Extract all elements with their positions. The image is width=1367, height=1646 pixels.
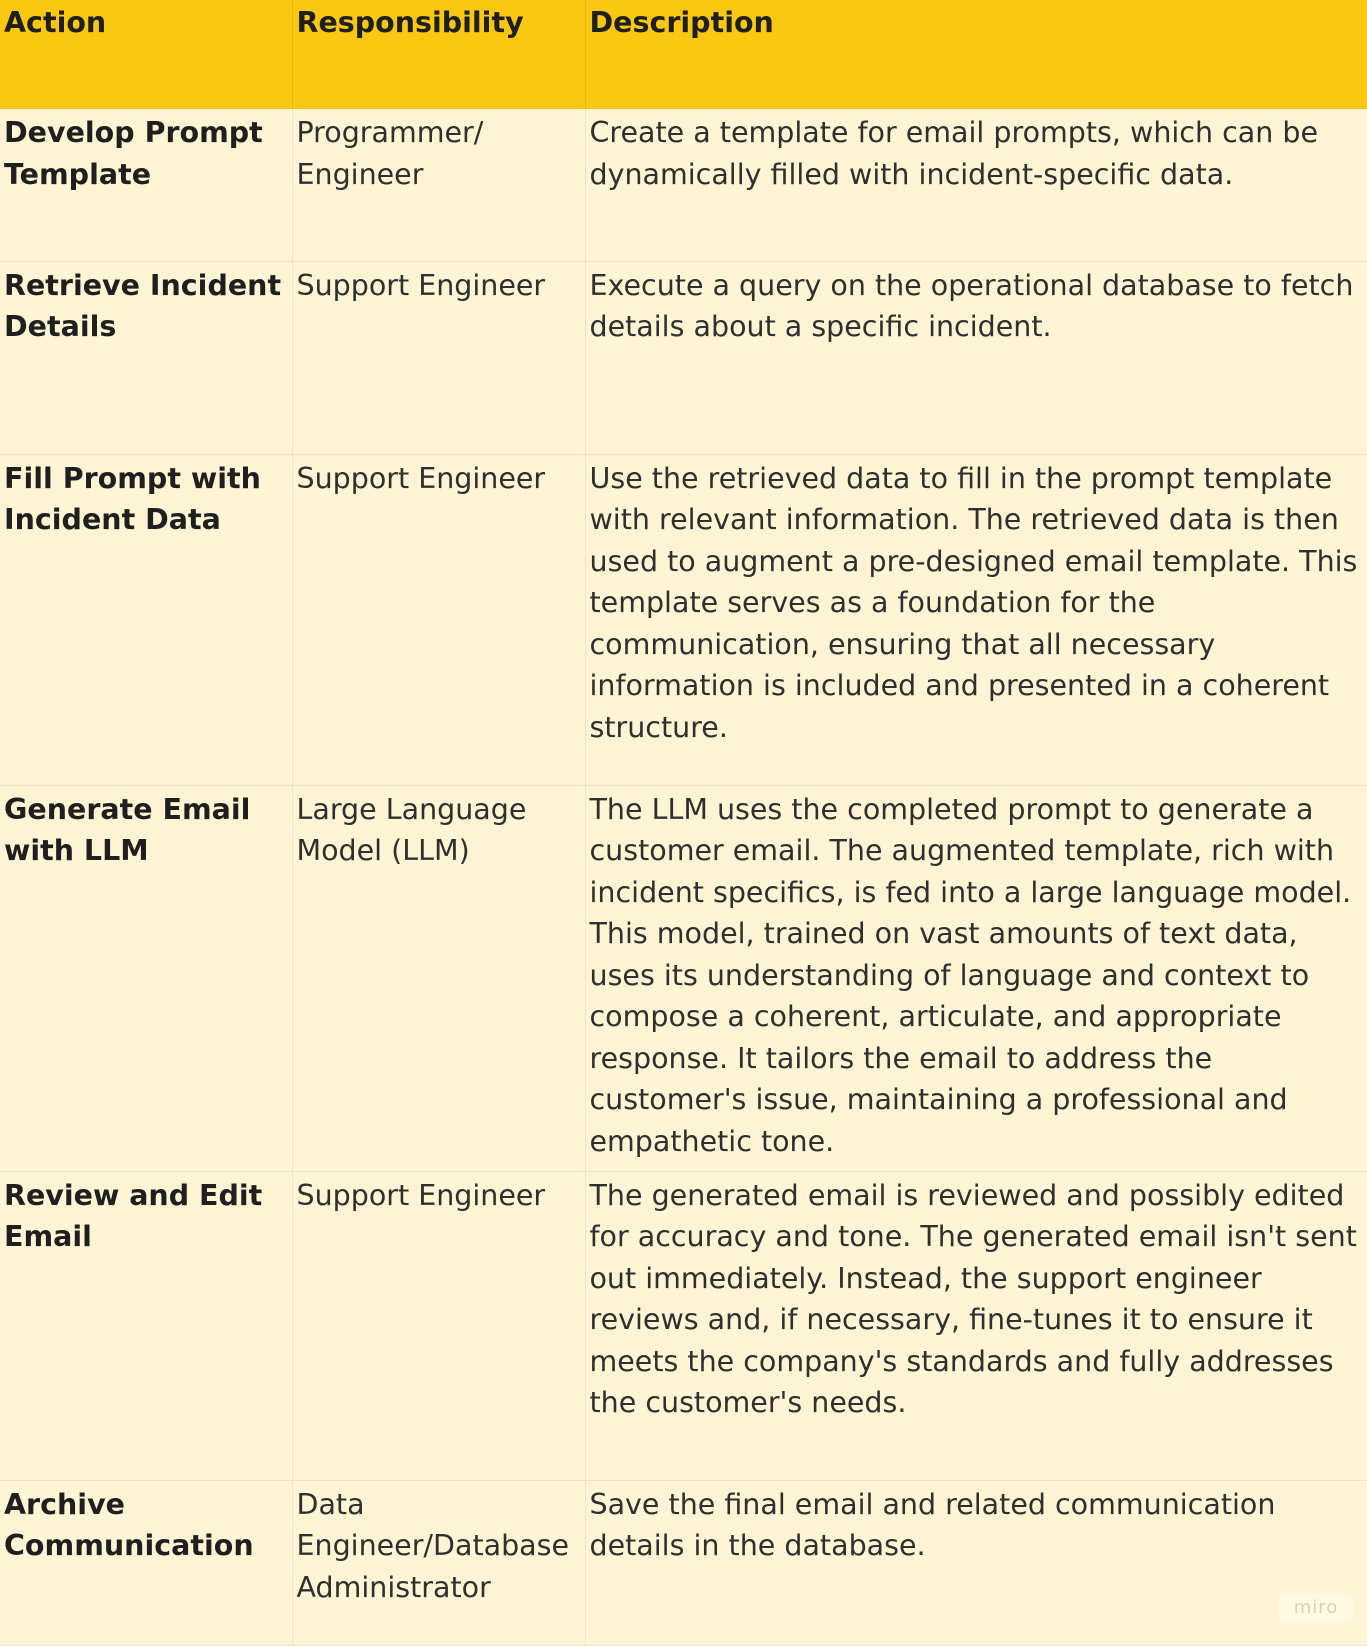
action-cell: Develop Prompt Template bbox=[0, 109, 292, 261]
action-cell: Generate Email with LLM bbox=[0, 785, 292, 1171]
description-cell: Execute a query on the operational database to fetch details about a specific incident. bbox=[585, 261, 1367, 454]
table-header-row bbox=[0, 0, 1367, 109]
responsibility-cell: Support Engineer bbox=[292, 454, 585, 785]
table-row bbox=[0, 1480, 1367, 1645]
action-cell: Fill Prompt with Incident Data bbox=[0, 454, 292, 785]
action-cell: Review and Edit Email bbox=[0, 1171, 292, 1480]
action-cell: Archive Communication bbox=[0, 1480, 292, 1645]
action-cell: Retrieve Incident Details bbox=[0, 261, 292, 454]
description-cell: Create a template for email prompts, which can be dynamically filled with incident-specific data. bbox=[585, 109, 1367, 261]
column-header-description: Description bbox=[585, 0, 1367, 109]
miro-watermark: miro bbox=[1279, 1593, 1353, 1623]
column-header-responsibility: Responsibility bbox=[292, 0, 585, 109]
responsibility-cell: Programmer/ Engineer bbox=[292, 109, 585, 261]
description-cell: The LLM uses the completed prompt to generate a customer email. The augmented template, rich with incident specifics, is fed into a large language model. This model, trained on vast amounts of text data, uses its understanding of language and context to compose a coherent, articulate, and appropriate response. It tailors the email to address the customer's issue, maintaining a professional and empathetic tone. bbox=[585, 785, 1367, 1171]
table-row bbox=[0, 454, 1367, 785]
column-header-action: Action bbox=[0, 0, 292, 109]
responsibility-cell: Large Language Model (LLM) bbox=[292, 785, 585, 1171]
table-row bbox=[0, 785, 1367, 1171]
description-cell: Save the final email and related communication details in the database. bbox=[585, 1480, 1367, 1645]
table-row bbox=[0, 109, 1367, 261]
responsibility-cell: Support Engineer bbox=[292, 1171, 585, 1480]
table-row bbox=[0, 1171, 1367, 1480]
responsibility-cell: Data Engineer/Database Administrator bbox=[292, 1480, 585, 1645]
table-row bbox=[0, 261, 1367, 454]
responsibility-cell: Support Engineer bbox=[292, 261, 585, 454]
description-cell: Use the retrieved data to fill in the prompt template with relevant information. The retrieved data is then used to augment a pre-designed email template. This template serves as a foundation for the communication, ensuring that all necessary information is included and presented in a coherent structure. bbox=[585, 454, 1367, 785]
description-cell: The generated email is reviewed and possibly edited for accuracy and tone. The generated email isn't sent out immediately. Instead, the support engineer reviews and, if necessary, fine-tunes it to ensure it meets the company's standards and fully addresses the customer's needs. bbox=[585, 1171, 1367, 1480]
